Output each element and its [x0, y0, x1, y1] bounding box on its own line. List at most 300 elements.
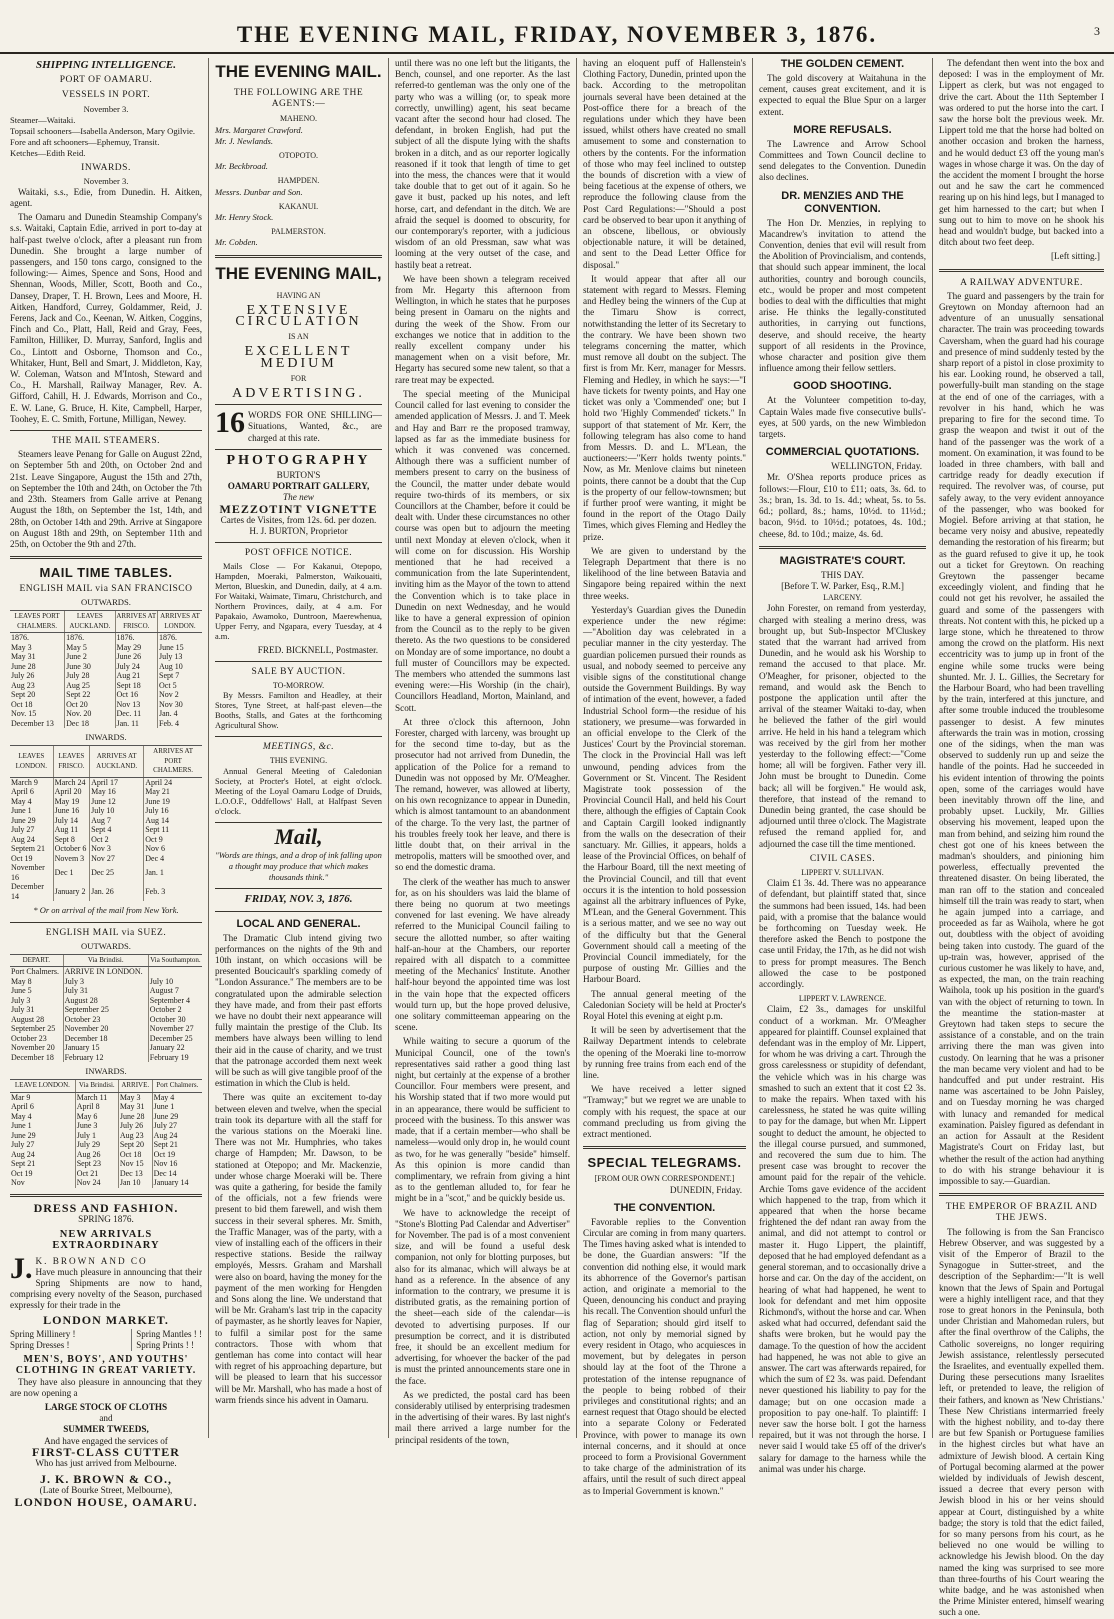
table-cell: Nov 30: [158, 700, 202, 710]
table-cell: Feb. 3: [144, 882, 202, 901]
mens-heading: MEN'S, BOYS', AND YOUTHS' CLOTHING IN GREAT VARIETY.: [15, 1354, 197, 1377]
evening-mail-banner: THE EVENING MAIL.: [215, 62, 382, 81]
table-cell: 1876.: [65, 633, 115, 643]
post-office-heading: POST OFFICE NOTICE.: [244, 548, 353, 559]
table-cell: Novem 3: [53, 854, 89, 864]
table-header: Port Chalmers.: [152, 1080, 202, 1093]
article-paragraph: The annual general meeting of the Caledonian Society will be held at Procter's Royal Hotel this evening at eight p.m.: [583, 988, 746, 1022]
table-row: [10, 1024, 202, 1034]
table-row: [10, 681, 202, 691]
table-cell: Dec 25: [90, 863, 144, 882]
oamaru-paragraph: The Oamaru and Dunedin Steamship Company's s.s. Waitaki, Captain Edie, arrived in port to-day at half-past twelve o'clock, after a pleasant run from Dunedin. She brought a large number of passengers, and 150 tons cargo, consigned to the following:— Aimes, Spence and Sons, Hood and Shennan, Woods, Miller, Scott, Booth and Co., Dansey, Draper, T. H. Brown, Lees and Moore, H. Aitken, Handford, Currey, Goldammer, Reid, J. Ferens, Jack and Co., Keenan, W. Aitken, Coggins, Finch and Co., Platt, Hall, Reid and Gray, Fees, Familton, Hilliker, D. Murray, Sanford, Inglis and Co., Lintott and Osborne, Thomson and Co., Whitaker, Hunt, Bell and Smart, J. Middleton, Kay, W. Coleman, Watson and M'Intosh, Steward and Co., H. Marshall, Railway Manager, Rev. A. Gifford, Cahill, H. J. Edwards, Morrison and Co., E. W. Lane, G. Bruce, H. Kite, Campbell, Harper, Toohey, E. C. Smith, Fortune, Milligan, Newey.: [10, 212, 202, 424]
table-header: DEPART.: [10, 954, 63, 967]
table-header: ARRIVES AT PORT CHALMERS.: [144, 746, 202, 778]
table-row: [10, 806, 202, 816]
table-cell: July 27: [11, 1140, 35, 1150]
table-cell: February 12: [63, 1053, 148, 1063]
meetings-subheading: THIS EVENING.: [269, 756, 328, 766]
column-3: [388, 58, 576, 1445]
having-line: HAVING AN: [276, 290, 321, 300]
table-cell: December 18: [63, 1034, 148, 1044]
brown-intro: K. BROWN AND CO: [35, 1255, 148, 1266]
emperor-heading: THE EMPEROR OF BRAZIL AND THE JEWS.: [945, 1202, 1098, 1224]
table-header: ARRIVES AT FRISCO.: [115, 611, 158, 633]
table-cell: Nov: [11, 1178, 25, 1188]
table-cell: Aug 21: [115, 671, 158, 681]
cartes-line: Cartes de Visites, from 12s. 6d. per dozen.: [220, 514, 377, 525]
table-row: [10, 709, 202, 719]
menzies-heading: DR. MENZIES AND THE CONVENTION.: [781, 189, 904, 215]
article-paragraph: We have received a letter signed "Tramway;" but we regret we are unable to comply with his request, the space at our command precluding us from giving the extract mentioned.: [583, 1084, 746, 1140]
local-general-heading: LOCAL AND GENERAL.: [236, 917, 361, 930]
convention-paragraph: Favorable replies to the Convention Circular are coming in from many quarters. The Times having asked what is intended to be done, the Guardian answers: "If the convention did nothing else, it would mark its abhorrence of the Governor's partisan action, and originate a memorial to the Queen, denouncing his conduct and praying his recall. The Convention should unfurl the flag of Separation; should gird itself to action, not only by memorial signed by every resident in Otago, who acquiesces in movement, but by delegates in person should lay at the foot of the Throne a protestation of the intense repugnance of the people to being robbed of their privileges and constitutional rights; and an earnest request that Otago should be elected into a separate Colony or Federated Province, with power to manage its own internal concerns, and it should at once proceed to form a Provisional Government to take charge of the administration of its affairs, until the result of such direct appeal as to Imperial Government is known.": [583, 1216, 746, 1496]
table-cell: October 23: [11, 1033, 47, 1043]
table-row: [10, 719, 202, 729]
table-header: LEAVES PORT CHALMERS.: [10, 611, 65, 633]
article-paragraph: We have been shown a telegram received from Mr. Hegarty this afternoon from Wellington, in which he states that he purposes being present in Oamaru on the nights and during the week of the Show. From our exchanges we notice that in addition to the really excellent company under his management when on a visit before, Mr. Hegarty has secured some new talent, so that a rare treat may be expected.: [395, 273, 570, 385]
melbourne-line: Who has just arrived from Melbourne.: [35, 1457, 177, 1468]
gallery-line: OAMARU PORTRAIT GALLERY,: [227, 481, 370, 492]
table-cell: March 9: [11, 777, 38, 787]
mail-steamers-heading: THE MAIL STEAMERS.: [51, 436, 161, 447]
suez-heading: ENGLISH MAIL via SUEZ.: [45, 927, 167, 938]
table-row: [10, 1121, 202, 1131]
table-cell: May 3: [118, 1092, 152, 1102]
emperor-paragraph: The following is from the San Francisco Hebrew Observer, and was suggested by a visit of the Emperor of Brazil to the Synagogue in Sutter-street, and the description of the Sephardim:—"It is well known that the Jews of Spain and Portugal were a highly intelligent race, and that they rose to great honors in the Peninsula, both under Christian and Mahomedan rulers, but after the final overthrow of the Caliphs, the Catholic sovereigns, no longer requiring Jewish assistance, relentlessly persecuted the Israelites, and eventually expelled them. During these persecutions many Israelites left, or pretended to leave, the religion of their fathers, and known as 'New Christians.' These New Christians intermarried freely with the highest nobility, and to-day there are but few Spanish or Portuguese families in the highest circles but what have an admixture of Jewish blood. A certain King of Portugal becoming alarmed at the power wielded by individuals of Jewish descent, issued a decree that every person with Jewish blood in his or her veins should appear at Court, distinguished by a white badge; the story is told that the edict failed, for so many persons from his court, as he believed no one would be willing to acknowledge his Jewish blood. On the day named the king was surprised to see more than three-fourths of his Court wearing the white badge, and he was astonished when the Prime Minister entered, himself wearing such a one.: [939, 1226, 1104, 1618]
suez-outwards-table: [10, 954, 202, 1063]
column-6: [932, 58, 1110, 1618]
local-paragraph: There was quite an excitement to-day between eleven and twelve, when the special train took its departure with all the staff for the various stations on the Moeraki line. There was not Mr. Humphries, who takes charge of Hampden; Mr. Dawson, to be stationed at Otepopo; and Mr. Mackenzie, under whose charge Moeraki will be. There was quite a gathering, for beside the family of the officials, not a few friends were present to bid them farewell, and wish them success in their several spheres. Mr. Smith, the Traffic Manager, was of the party, with a view of installing each of the officers in their respective stations. Beside the railway employés, Messrs. Graham and Marshall were also on board, having the money for the payment of the men working for Hengden and Sons along the line. We understand that will be Mr. Graham's last trip in the capacity of paymaster, as he shortly leaves for Napier, to fulfil a similar post for the same contractors. Those with whom that gentleman has come into contact will hear with regret of his approaching departure, but will be pleased to learn that his successor will be Mr. Marshall, who has made a host of warm friends since his advent in Oamaru.: [215, 1092, 382, 1405]
table-cell: Dec 13: [118, 1169, 152, 1179]
table-cell: April 6: [11, 787, 34, 797]
vignette-line: MEZZOTINT VIGNETTE: [219, 501, 378, 516]
table-cell: July 28: [65, 671, 115, 681]
table-cell: Dec. 11: [115, 709, 158, 719]
table-cell: Dec 18: [65, 719, 115, 729]
commercial-date: WELLINGTON, Friday.: [831, 461, 922, 472]
golden-cement-heading: THE GOLDEN CEMENT.: [780, 58, 905, 70]
agent-place: HAMPDEN.: [277, 176, 320, 186]
evening-mail-banner-2: THE EVENING MAIL,: [215, 263, 382, 283]
article-paragraph: We have to acknowledge the receipt of "Stone's Blotting Pad Calendar and Advertiser" for November. The pad is of a most convenient size, and will be found a useful desk companion, not only for blotting purposes, but also for its almanac, which will always be at hand as a reference. In the absence of any information to the contrary, we presume it is distributed gratis, as the remaining portion of the sheet—each side of the calendar—is devoted to advertising purposes. If our presumption be correct, and it is distributed free, it should be an excellent medium for advertising, for whoever the backer of the pad is must the printed announcements stare one in the face.: [395, 1207, 570, 1386]
table-cell: [148, 967, 202, 977]
table-cell: March 11: [75, 1092, 118, 1102]
table-cell: Jan 10: [118, 1178, 152, 1188]
table-cell: June 29: [152, 1112, 202, 1122]
table-cell: June 29: [11, 815, 36, 825]
table-cell: Sept 23: [75, 1159, 118, 1169]
sixteen-number: 16: [215, 406, 245, 440]
article-paragraph: having an eloquent puff of Hallenstein's Clothing Factory, Dunedin, printed upon the back. According to the metropolitan journals several have been detained at the Post-office there for a breach of the regulations under which they have been issued, whilst others have created no small amusement to some and consternation to others by the contents. For the information of those who may feel inclined to outstep the bounds of discretion with a view of being facetious at the expense of others, we reproduce the following clause from the Post Card Regulations:—"Should a post card be observed to bear upon it anything of an obscene, libellous, or obviously objectionable nature, it will be detained, and sent to the Dead Letter Office for disposal.": [583, 58, 746, 270]
brown-paragraph: Have much pleasure in announcing that their Spring Shipments are now to hand, comprising every novelty of the Season, purchased expressly for their trade in the: [10, 1266, 202, 1311]
table-cell: July 26: [11, 671, 35, 681]
sf-inwards-table: [10, 745, 202, 901]
london-market: LONDON MARKET.: [43, 1312, 169, 1327]
table-cell: December 14: [11, 882, 44, 901]
larceny-heading: LARCENY.: [823, 593, 862, 603]
agents-list: [215, 113, 382, 248]
sf-inwards-heading: INWARDS.: [85, 732, 127, 743]
commercial-heading: COMMERCIAL QUOTATIONS.: [765, 446, 920, 459]
table-cell: June 29: [11, 1130, 36, 1140]
vessels-date: November 3.: [83, 103, 129, 114]
article-paragraph: It would appear that after all our statement with regard to Messrs. Fleming and Hedley being the winners of the Cup at the Timaru Show is correct, notwithstanding the letter of its Secretary to the contrary. We have been shown two telegrams concerning the matter, which must remove all doubt on the subject. The first is from Mr. Kerr, manager for Messrs. Fleming and Hedley, in which he says:—"I have tickets for twenty points, and Hay one ticket was only a 'Commended' one; but I hold two 'Highly Commended' tickets." In support of that statement of Mr. Kerr, the following telegram has also come to hand from Messrs. D. and L. M'Lean, the auctioneers:—"Kerr holds twenty points." Now, as Mr. Menlove claims but nineteen points, there cannot be a doubt that the Cup is the property of our fellow-townsmen; but if further proof were wanting, it might be found in the report of the Otago Daily Times, which gives Fleming and Hedley the prize.: [583, 273, 746, 542]
table-cell: Jan. 4: [158, 709, 202, 719]
table-cell: Aug 24: [152, 1131, 202, 1141]
inwards-text: Waitaki, s.s., Edie, from Dunedin. H. Aitken, agent.: [10, 186, 202, 209]
table-cell: July 3: [11, 995, 31, 1005]
table-cell: May 5: [65, 643, 115, 653]
table-cell: Aug 11: [53, 825, 89, 835]
table-cell: May 19: [53, 797, 89, 807]
table-cell: Nov 6: [144, 844, 202, 854]
table-cell: November 20: [63, 1024, 148, 1034]
table-cell: Oct 19: [11, 853, 33, 863]
case-paragraph: Claim, £2 3s., damages for unskilful conduct of a workman. Mr. O'Meagher appeared for plaintiff. Counsel explained that defendant was in the employ of Mr. Lippert, for whom he was driving a cart. Through the gross carelessness or stupidity of defendant, the vehicle which was in his charge was smashed to such an extent that it cost £2 3s. to make the repairs. When taxed with his carelessness, he stated he was quite willing to pay for the damage, but when Mr. Lippert sought to deduct the amount, he objected to the illegal course pursued, and summoned, and recovered the sum due to him. The present case was brought to recover the amount paid for the repair of the vehicle. Archie Toms gave evidence of the accident which happened to the trap, from which it appeared that when the horse became frightened the def ndant ran away from the animal, and did not attempt to control or master it. Hugo Lippert, the plaintiff, deposed that he had employed defendant as a general storeman, and to occasionally drive a horse and car. On the day of the accident, on hearing of what had happened, he went to look for defendant and met him opposite Richmond's, without the horse and car. When asked what had occurred, defendant said the shafts were broken, but he would pay the damage. To the question of how the accident had happened, he was not able to give an answer. The cart was afterwards repaired, for which the sum of £2 3s. was paid. Defendant never questioned his liability to pay for the damage; but on one occasion made a proposition to pay one-half. To plaintiff: I never saw the horse bolt. I got the harness repaired, but it was not through the horse. I never said I would take £5 off of the driver's salary for damage to the harness while the animal was under his charge.: [759, 1004, 926, 1474]
and-line: and: [99, 1413, 113, 1424]
table-cell: Nov 3: [90, 844, 144, 854]
agent-name: Mr. Henry Stock.: [215, 212, 274, 223]
table-cell: August 28: [63, 996, 148, 1006]
house-line: LONDON HOUSE, OAMARU.: [14, 1494, 198, 1509]
table-cell: Dec 1: [53, 863, 89, 882]
table-cell: Nov 16: [152, 1159, 202, 1169]
table-cell: Nov 27: [90, 854, 144, 864]
table-cell: July 14: [53, 816, 89, 826]
refusals-paragraph: The Lawrence and Arrow School Committees and Town Council decline to send delegates to the Convention. Dunedin also declines.: [759, 138, 926, 183]
agents-heading: THE FOLLOWING ARE THE AGENTS:—: [233, 88, 364, 110]
newspaper-title: THE EVENING MAIL, FRIDAY, NOVEMBER 3, 1876.: [236, 22, 878, 47]
table-cell: May 4: [152, 1092, 202, 1102]
table-cell: May 4: [11, 796, 32, 806]
auction-text: By Messrs. Familton and Headley, at their Stores, Tyne Street, at half-past eleven—the Booths, Stalls, and Gates at the forthcoming Agricultural Show.: [215, 691, 382, 731]
vessels-line: Ketches—Edith Reid.: [10, 147, 86, 158]
agent-place: OTOPOTO.: [278, 151, 319, 161]
table-cell: June 3: [75, 1121, 118, 1131]
table-cell: Aug 25: [65, 681, 115, 691]
agent-place: KAKANUI.: [278, 201, 319, 211]
table-cell: September 25: [11, 1024, 56, 1034]
table-cell: June 1: [11, 806, 32, 816]
table-cell: June 2: [65, 652, 115, 662]
table-row: [10, 662, 202, 672]
table-header: LEAVES FRISCO.: [53, 746, 89, 778]
article-paragraph: The clerk of the weather has much to answer for, as on his shoulders was laid the blame of there being no quorum at two meetings convened for last evening. We have already referred to the Municipal Council failing to secure the allotted number, so after waiting half-an-hour at the Chambers, our reporter repaired with all dispatch to a committee meeting of the Mechanics' Institute. Another half-hour beyond the appointed time was lost in the vain hope that the expected officers would turn up, but the hope proved delusive, one solitary committeeman appearing on the scene.: [395, 876, 570, 1033]
table-cell: June 16: [53, 806, 89, 816]
table-cell: Oct 5: [158, 681, 202, 691]
post-office-text: Mails Close — For Kakanui, Otepopo, Hampden, Moeraki, Palmerston, Waikouaiti, Merton, Blueskin, and Dunedin, daily, at 4 a.m. For Waitaki, Waimate, Timaru, Christchurch, and Northern Provinces, daily, at 4 a.m. For Papakaio, Awamoko, Duntroon, Maerewhenua, Upper Ferry, and Ngapara, every Tuesday, at 4 a.m.: [215, 561, 382, 641]
table-row: [10, 996, 202, 1006]
table-cell: Dec 4: [144, 854, 202, 864]
table-cell: June 1: [152, 1102, 202, 1112]
table-cell: April 17: [90, 777, 144, 787]
table-row: [10, 1102, 202, 1112]
article-paragraph: As we predicted, the postal card has been considerably utilised by enterprising tradesmen in the advertising of their wares. By last night's mail there arrived a large number for the principal residents of the town,: [395, 1389, 570, 1445]
table-cell: Dec 14: [152, 1169, 202, 1179]
table-cell: July 3: [63, 977, 148, 987]
table-row: [10, 1112, 202, 1122]
table-cell: 1876.: [115, 633, 158, 643]
burton-line: BURTON'S: [276, 470, 321, 481]
table-cell: June 5: [11, 986, 32, 996]
agent-place: MAHENO.: [279, 114, 318, 124]
sf-outwards-table: [10, 610, 202, 728]
magistrate-heading: MAGISTRATE'S COURT.: [779, 554, 906, 567]
table-header: LEAVES LONDON.: [10, 746, 53, 778]
table-cell: July 31: [11, 1005, 35, 1015]
table-header: ARRIVES AT AUCKLAND.: [90, 746, 144, 778]
table-cell: May 4: [11, 1111, 32, 1121]
larceny-paragraph: John Forester, on remand from yesterday, charged with stealing a merino dress, was brought up, but Sub-Inspector M'Cluskey stated that the warrant had arrived from Dunedin, and he would ask his Worship to remand the accused to that place. Mr. O'Meagher, for prisoner, objected to the remand, and would ask the Bench to postpone the application until after the arrival of the steamer Waitaki to-day, when he believed the father of the girl would arrive. He held in his hand a telegram which was received by the girl from her mother yesterday to the following effect:—"Come home; all will be forgiven. Father very ill. John must be brought to Dunedin. Come back; all will be forgiven." He would ask, therefore, that instead of the remand to Dunedin being granted, the case should be adjourned until three o'clock. The Magistrate refused the remand applied for, and adjourned the case till the time mentioned.: [759, 603, 926, 849]
table-cell: Nov 2: [158, 690, 202, 700]
table-cell: October 23: [63, 1015, 148, 1025]
table-row: [10, 690, 202, 700]
table-cell: Sept 20: [11, 690, 36, 700]
table-cell: May 3: [11, 642, 32, 652]
vessels-line: Steamer—Waitaki.: [10, 114, 76, 125]
table-cell: Sept 20: [118, 1140, 152, 1150]
special-telegrams-date: DUNEDIN, Friday.: [669, 1184, 742, 1195]
table-cell: May 6: [75, 1112, 118, 1122]
convention-heading: THE CONVENTION.: [613, 1201, 716, 1214]
table-header: LEAVE LONDON.: [10, 1080, 75, 1093]
new-line: The new: [283, 492, 314, 503]
table-header: Via Southampton.: [148, 954, 202, 967]
meetings-heading: MEETINGS, &c.: [262, 742, 335, 753]
table-cell: December 13: [11, 718, 54, 728]
inwards-date: November 3.: [83, 175, 129, 186]
table-cell: May 21: [144, 787, 202, 797]
menzies-paragraph: The Hon Dr. Menzies, in replying to Macandrew's invitation to attend the Convention, denies that evil will result from the Abolition of Provincialism, and contends, that should such appear imminent, the local authorities, country and borough councils, etc., would be proper and most competent bodies to deal with the difficulties that might arise. He thinks the legally-constituted authorities, in carrying out functions, deserve, and should receive, the hearty support of all residents in the Province, whose character and position give them influence among their fellow settlers.: [759, 217, 926, 374]
table-row: [10, 1005, 202, 1015]
table-cell: July 13: [158, 652, 202, 662]
table-cell: Jan. 1: [144, 863, 202, 882]
dress-heading: DRESS AND FASHION.: [33, 1200, 179, 1215]
table-cell: May 31: [118, 1102, 152, 1112]
table-cell: June 1: [11, 1121, 32, 1131]
table-row: [10, 1092, 202, 1102]
table-cell: Aug 23: [11, 680, 35, 690]
photography-heading: PHOTOGRAPHY: [226, 452, 371, 468]
table-cell: January 15: [63, 1043, 148, 1053]
article-paragraph: While waiting to secure a quorum of the Municipal Council, one of the town's representatives said rather a good thing last night, but certainly at the expense of a brother Councillor. Four members were present, and his Worship stated that if two more would put in an appearance, there would be sufficient to proceed with the business. To this answer was made, that if a certain member—who shall be nameless—would only drop in, he would count as two, for he was generally "beside" himself. As this opinion is more candid than complimentary, we refrain from giving a hint as to the gentleman alluded to, for fear he might be in a "scot," and be quickly beside us.: [395, 1036, 570, 1204]
table-cell: Port Chalmers.: [11, 967, 59, 977]
mail-tables-heading: MAIL TIME TABLES.: [39, 565, 173, 581]
issue-dateline: FRIDAY, NOV. 3, 1876.: [244, 893, 353, 906]
table-cell: 1876.: [11, 633, 29, 643]
sf-note: * Or on arrival of the mail from New York.: [33, 905, 179, 916]
table-cell: Septem 21: [11, 844, 45, 854]
table-row: [10, 835, 202, 845]
agent-name: Messrs. Dunbar and Son.: [215, 186, 303, 197]
table-cell: July 16: [144, 806, 202, 816]
table-cell: July 10: [90, 806, 144, 816]
mail-steamers-paragraph: Steamers leave Penang for Galle on August 22nd, on September 5th and 20th, on October 2nd and 21st. Leave Singapore, August the 15th and 27th, on September the 10th and 24th, on October the 7th and 23th. Steamers from Galle arrive at Penang August the 18th, on September the 1st, 14th, and 28th, on October 14th and 29th. Arrive at Singapore on August 18th and 29th, on September 11th and 25th, on October the 9th and 27th.: [10, 449, 202, 549]
table-cell: Jan. 26: [90, 882, 144, 901]
table-cell: May 29: [115, 643, 158, 653]
table-header: LEAVES AUCKLAND.: [65, 611, 115, 633]
table-cell: Sept 18: [115, 681, 158, 691]
table-row: [10, 777, 202, 787]
table-cell: March 24: [53, 777, 89, 787]
inwards-heading: INWARDS.: [81, 162, 131, 173]
table-cell: July 27: [11, 825, 35, 835]
table-cell: July 26: [118, 1121, 152, 1131]
table-cell: Aug 14: [144, 816, 202, 826]
table-cell: Nov 13: [115, 700, 158, 710]
table-row: [10, 652, 202, 662]
table-cell: June 28: [11, 661, 36, 671]
article-paragraph: At three o'clock this afternoon, John Forester, charged with larceny, was brought up for the second time to-day, but as the prosecutor had not arrived from Dunedin, the application of the Police for a remand to Dunedin was not opposed by Mr. O'Meagher. The remand, however, was allowed at liberty, on his own recognizance to appear in Dunedin, which is almost tantamount to an abandonment of the charge. To the very last, the partner of his troubles freely took her leave, and there is little doubt that, on their arrival in the metropolis, matters will be smoothed over, and so end the domestic drama.: [395, 716, 570, 873]
table-cell: Sept 4: [90, 825, 144, 835]
table-cell: May 16: [90, 787, 144, 797]
table-cell: February 19: [148, 1053, 202, 1063]
table-row: [10, 854, 202, 864]
cloths-line: LARGE STOCK OF CLOTHS: [44, 1401, 168, 1412]
defendant-paragraph: The defendant then went into the box and deposed: I was in the employment of Mr. Lippert as clerk, but was not engaged to drive the cart. About the 11th September I was ordered to put the horse into the cart. I saw the horse bolt the previous week. Mr. Lippert told me that the horse had bolted on another occasion and broken the harness, and he would deduct £3 off the young man's wages in whose charge it was. On the day of the accident the moment I brought the horse out and he saw the cart he commenced rearing up on his hind legs, but I managed to get him harnessed to the cart; but when I sung out to him to move on he shook his head and wouldn't budge, but backed into a ditch about two feet deep.: [939, 58, 1104, 248]
civil-cases-heading: CIVIL CASES.: [809, 853, 876, 864]
table-row: [10, 986, 202, 996]
millinery-item: Spring Mantles ! !: [136, 1328, 202, 1339]
column-5: [752, 58, 932, 1474]
table-cell: October 30: [148, 1015, 202, 1025]
table-cell: Aug 7: [90, 816, 144, 826]
table-cell: Oct 20: [65, 700, 115, 710]
table-cell: 1876.: [158, 633, 202, 643]
shooting-paragraph: At the Volunteer competition to-day, Captain Wales made five consecutive bulls'-eyes, at 500 yards, on the new Wimbledon targets.: [759, 395, 926, 440]
table-row: [10, 643, 202, 653]
table-cell: December 25: [148, 1034, 202, 1044]
table-cell: Sept 8: [53, 835, 89, 845]
suez-inwards-table: [10, 1079, 202, 1188]
meetings-text: Annual General Meeting of Caledonian Society, at Procter's Hotel, at eight o'clock. Meeting of the Loyal Oamaru Lodge of Druids, L.O.O.F., Oddfellows' Hall, at Halfpast Seven o'clock.: [215, 766, 382, 816]
table-row: [10, 671, 202, 681]
table-cell: Aug 24: [11, 834, 35, 844]
table-row: [10, 1140, 202, 1150]
table-row: [10, 700, 202, 710]
case-title: LIPPERT V. LAWRENCE.: [798, 994, 887, 1004]
table-cell: July 29: [75, 1140, 118, 1150]
table-row: [10, 816, 202, 826]
before-line: [Before T. W. Parker, Esq., R.M.]: [781, 580, 904, 591]
table-cell: November 16: [11, 863, 45, 882]
masthead: [0, 0, 1114, 54]
table-cell: September 25: [63, 1005, 148, 1015]
table-row: [10, 967, 202, 977]
article-paragraph: until there was no one left but the litigants, the Bench, counsel, and one reporter. As the last referred-to gentleman was the only one of the party who was a willing (or, to speak more correctly, unwilling) agent, his seat became vacant after the second hour had closed. The defendant, in broken English, had put the subject of all the dispute lying with the shafts broken in a ditch, and as our reporter logically reasoned if it took that length of time to get into the mess, the chances were that it would take double that to get out of it again. So he gave it bust, packed up his notes, and left horse, cart, and defendant in the ditch. We are afraid the sequel is doomed to obscurity, for our contemporary's reporter, with a judicious wisdom of an old Pressman, saw what was looming at the very outset of the case, and hastily beat a retreat.: [395, 58, 570, 270]
late-line: (Late of Bourke Street, Melbourne),: [39, 1485, 173, 1496]
vessels-line: Topsail schooners—Isabella Anderson, Mary Ogilvie.: [10, 125, 196, 136]
table-header: Via Brindisi.: [75, 1080, 118, 1093]
table-cell: Aug 23: [118, 1131, 152, 1141]
table-cell: Oct 19: [152, 1150, 202, 1160]
page-number: 3: [1094, 24, 1100, 38]
excellent-line: EXCELLENT MEDIUM: [244, 344, 353, 371]
table-cell: Oct 2: [90, 835, 144, 845]
tweeds-line: SUMMER TWEEDS,: [63, 1424, 149, 1435]
millinery-list: [10, 1329, 202, 1351]
railway-heading: A RAILWAY ADVENTURE.: [960, 277, 1083, 288]
table-cell: October 2: [148, 1005, 202, 1015]
table-row: [10, 1159, 202, 1169]
left-sitting: [Left sitting.]: [1051, 251, 1100, 262]
agent-name: Mr. J. Newlands.: [215, 135, 274, 146]
table-cell: November 20: [11, 1043, 55, 1053]
table-cell: Aug 10: [158, 662, 202, 672]
case-paragraph: Claim £1 3s. 4d. There was no appearance of defendant, but plaintiff stated that, since the summons had been issued, 14s. had been paid, with a promise that the balance would be forthcoming on Tuesday week. He therefore asked the Bench to postpone the case until Friday, the 17th, as he did not wish to press for prompt measures. The Bench allowed the case to be postponed accordingly.: [759, 878, 926, 990]
table-row: [10, 863, 202, 882]
dress-subheading: SPRING 1876.: [78, 1213, 134, 1224]
vessels-heading: VESSELS IN PORT.: [61, 90, 151, 101]
table-row: [10, 1034, 202, 1044]
millinery-item: Spring Dresses !: [10, 1339, 70, 1350]
engaged-line: And have engaged the services of: [44, 1435, 168, 1446]
millinery-item: Spring Prints ! !: [136, 1339, 195, 1350]
table-row: [10, 882, 202, 901]
advertising-line: ADVERTISING.: [232, 386, 365, 402]
sixteen-text: WORDS FOR ONE SHILLING—Situations, Wanted, &c., are charged at this rate.: [248, 410, 382, 443]
agent-place: PALMERSTON.: [271, 227, 326, 237]
extensive-line: EXTENSIVE CIRCULATION: [235, 302, 362, 330]
table-cell: ARRIVE IN LONDON.: [63, 967, 148, 977]
column-1: [4, 58, 208, 1509]
table-cell: July 31: [63, 986, 148, 996]
table-cell: January 2: [53, 882, 89, 901]
table-cell: Mar 9: [11, 1092, 31, 1102]
agent-name: Mr. Cobden.: [215, 237, 258, 248]
golden-cement-paragraph: The gold discovery at Waitahuna in the cement, causes great excitement, and it is expected to equal the Blue Spur on a larger extent.: [759, 73, 926, 117]
table-cell: July 24: [115, 662, 158, 672]
proprietor-line: H. J. BURTON, Proprietor: [249, 526, 348, 537]
article-paragraph: The special meeting of the Municipal Council called for last evening to consider the amended application of Messrs. J. and T. Meek and Hay and Barr re the proposed tramway, lapsed as far as the immediate business for which it was convened was concerned. Although there was a sufficient number of members present to carry on the business of the Council, the matter under debate would require two-thirds of its members, or six Councillors at the Chamber, before it could be dealt with. Under these circumstances no other course was open but to adjourn the meeting until next Monday at eleven o'clock, when it will come on for discussion. His Worship mentioned that he had received a communication from the late Superintendent, inviting him as the Mayor of the town to attend the Convention which is to take place in Dunedin on next Wednesday, and he would like to have a general expression of opinion from the Council as to the reply to be given thereto. As the two questions to be considered on Monday are of some importance, no doubt a full muster of Councillors may be expected. The members who attended the summons last evening were:—His Worship (in the chair), Councillors Headland, Morton, Mainland, and Scott.: [395, 388, 570, 713]
table-cell: January 22: [148, 1043, 202, 1053]
table-cell: April 6: [11, 1102, 34, 1112]
table-cell: Oct 18: [11, 699, 33, 709]
table-cell: June 19: [144, 797, 202, 807]
table-header: ARRIVE.: [118, 1080, 152, 1093]
table-row: [10, 844, 202, 854]
millinery-item: Spring Millinery !: [10, 1328, 76, 1339]
table-row: [10, 633, 202, 643]
local-paragraph: The Dramatic Club intend giving two performances on the nights of the 9th and 10th instant, on which occasions will be presented Boucicault's sparkling comedy of "London Assurance." The members are to be congratulated upon the admirable selection they have made, and from their past efforts we have no doubt their next appearance will fully maintain the prestige of the Club. Its members have always been willing to lend their aid in the cause of charity, and we trust that the patronage accorded them next week will be such as will give tangible proof of the estimation in which the Club is held.: [215, 932, 382, 1089]
article-paragraph: We are given to understand by the Telegraph Department that there is no likelihood of the line between Batavia and Singapore being repaired within the next three weeks.: [583, 545, 746, 601]
table-cell: Nov. 20: [65, 709, 115, 719]
table-row: [10, 1043, 202, 1053]
table-row: [10, 1131, 202, 1141]
suez-subheading: OUTWARDS.: [81, 940, 131, 951]
table-cell: Sept 11: [144, 825, 202, 835]
table-row: [10, 1169, 202, 1179]
auction-subheading: TO-MORROW.: [272, 680, 325, 690]
postmaster-line: FRED. BICKNELL, Postmaster.: [257, 644, 378, 655]
table-cell: Aug 26: [75, 1150, 118, 1160]
table-cell: Aug 24: [11, 1149, 35, 1159]
auction-heading: SALE BY AUCTION.: [251, 666, 346, 677]
column-2: [208, 58, 388, 1438]
table-cell: Oct 9: [144, 835, 202, 845]
table-cell: Feb. 4: [158, 719, 202, 729]
arrivals-heading: NEW ARRIVALS EXTRAORDINARY: [52, 1229, 160, 1252]
firm-name: J. K. BROWN & CO.,: [40, 1472, 172, 1487]
table-cell: June 12: [90, 797, 144, 807]
sf-subheading: OUTWARDS.: [81, 597, 131, 608]
table-cell: June 15: [158, 643, 202, 653]
this-day-line: THIS DAY.: [821, 569, 864, 580]
table-cell: July 1: [75, 1131, 118, 1141]
shooting-heading: GOOD SHOOTING.: [793, 380, 892, 393]
article-paragraph: It will be seen by advertisement that the Railway Department intends to celebrate the opening of the Moeraki line to-morrow by running free trains from each end of the line.: [583, 1025, 746, 1081]
case-title: LIPPERT V. SULLIVAN.: [801, 867, 884, 877]
